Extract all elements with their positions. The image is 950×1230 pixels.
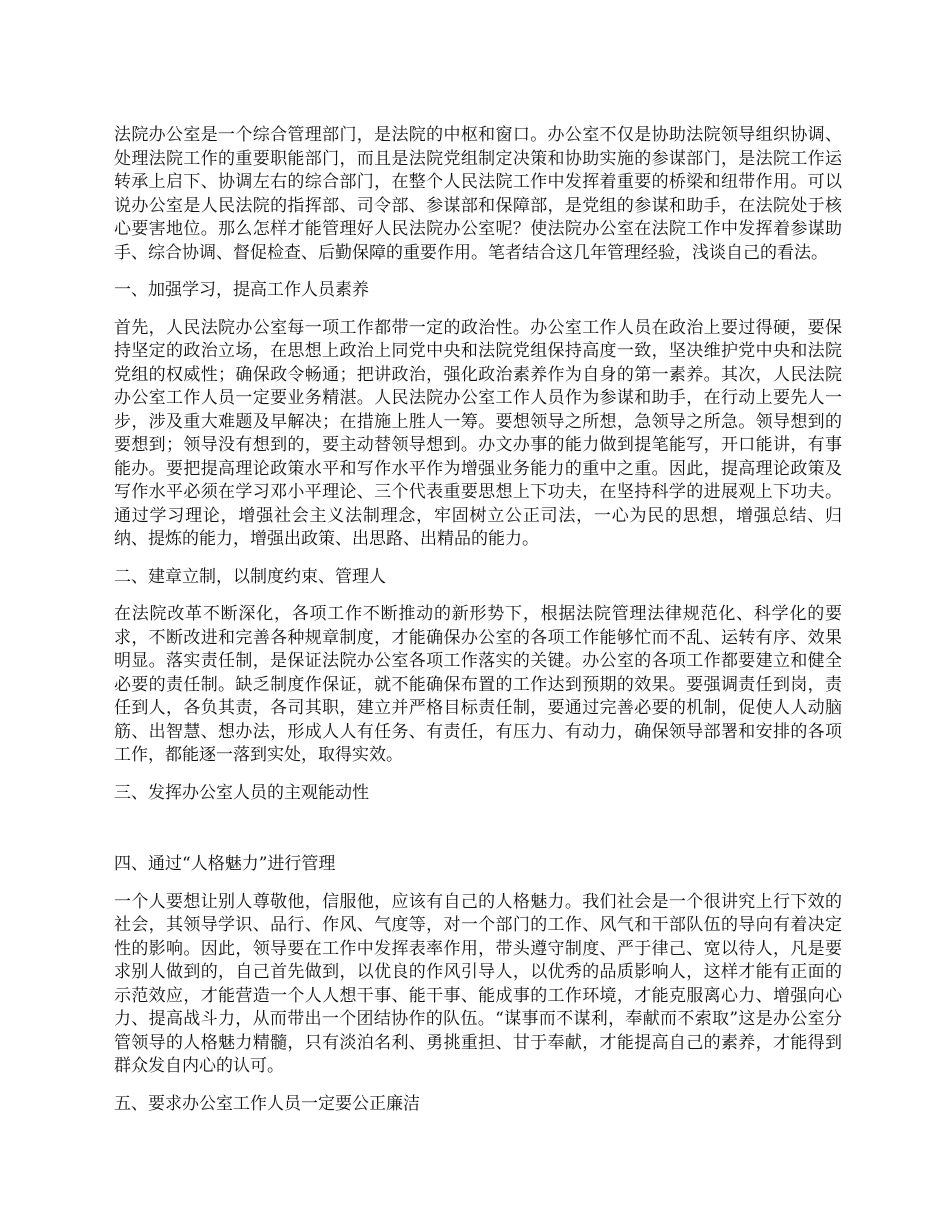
section-heading-2: 二、建章立制，以制度约束、管理人 xyxy=(114,566,386,587)
section-body-4: 一个人要想让别人尊敬他，信服他，应该有自己的人格魅力。我们社会是一个很讲究上行下效的社会，其领导学识、品行、作风、气度等，对一个部门的工作、风气和干部队伍的导向有着决定性的影响。因此，领导要在工作中发挥表率作用，带头遵守制度、严于律己、宽以待人，凡是要求别人做到的，自己首先做到，以优良的作风引导人，以优秀的品质影响人，这样才能有正面的示范效应，才能营造一个人人想干事、能干事、能成事的工作环境，才能克服离心力、增强向心力、提高战斗力，从而带出一个团结协作的队伍。“谋事而不谋利，奉献而不索取”这是办公室分管领导的人格魅力精髓，只有淡泊名利、勇挑重担、甘于奉献，才能提高自己的素养，才能得到群众发自内心的认可。 xyxy=(114,891,842,1076)
section-heading-1: 一、加强学习，提高工作人员素养 xyxy=(114,280,369,300)
section-body-1: 首先，人民法院办公室每一项工作都带一定的政治性。办公室工作人员在政治上要过得硬，要保持坚定的政治立场，在思想上政治上同党中央和法院党组保持高度一致，坚决维护党中央和法院党组的权威性；确保政令畅通；把讲政治，强化政治素养作为自身的第一素养。其次，人民法院办公室工作人员一定要业务精湛。人民法院办公室工作人员作为参谋和助手，在行动上要先人一步，涉及重大难题及早解决；在措施上胜人一筹。要想领导之所想，急领导之所急。领导想到的要想到；领导没有想到的，要主动替领导想到。办文办事的能力做到提笔能写，开口能讲，有事能办。要把提高理论政策水平和写作水平作为增强业务能力的重中之重。因此，提高理论政策及写作水平必须在学习邓小平理论、三个代表重要思想上下功夫，在坚持科学的进展观上下功夫。通过学习理论，增强社会主义法制理念，牢固树立公正司法，一心为民的思想，增强总结、归纳、提炼的能力，增强出政策、出思路、出精品的能力。 xyxy=(114,317,842,549)
section-heading-5: 五、要求办公室工作人员一定要公正廉洁 xyxy=(114,1093,420,1114)
section-heading-4: 四、通过“人格魅力”进行管理 xyxy=(114,854,336,874)
document-page xyxy=(114,124,842,1130)
empty-section-gap xyxy=(114,819,842,853)
section-heading-3: 三、发挥办公室人员的主观能动性 xyxy=(114,782,369,803)
intro-paragraph: 法院办公室是一个综合管理部门，是法院的中枢和窗口。办公室不仅是协助法院领导组织协调、处理法院工作的重要职能部门，而且是法院党组制定决策和协助实施的参谋部门，是法院工作运转承上启下、协调左右的综合部门，在整个人民法院工作中发挥着重要的桥梁和纽带作用。可以说办公室是人民法院的指挥部、司令部、参谋部和保障部，是党组的参谋和助手，在法院处于核心要害地位。那么怎样才能管理好人民法院办公室呢？使法院办公室在法院工作中发挥着参谋助手、综合协调、督促检查、后勤保障的重要作用。笔者结合这几年管理经验，浅谈自己的看法。 xyxy=(114,125,842,263)
section-body-2: 在法院改革不断深化，各项工作不断推动的新形势下，根据法院管理法律规范化、科学化的要求，不断改进和完善各种规章制度，才能确保办公室的各项工作能够忙而不乱、运转有序、效果明显。落实责任制，是保证法院办公室各项工作落实的关键。办公室的各项工作都要建立和健全必要的责任制。缺乏制度作保证，就不能确保布置的工作达到预期的效果。要强调责任到岗，责任到人，各负其责，各司其职，建立并严格目标责任制，要通过完善必要的机制，促使人人动脑筋、出智慧、想办法，形成人人有任务、有责任，有压力、有动力，确保领导部署和安排的各项工作，都能逐一落到实处，取得实效。 xyxy=(114,604,842,765)
